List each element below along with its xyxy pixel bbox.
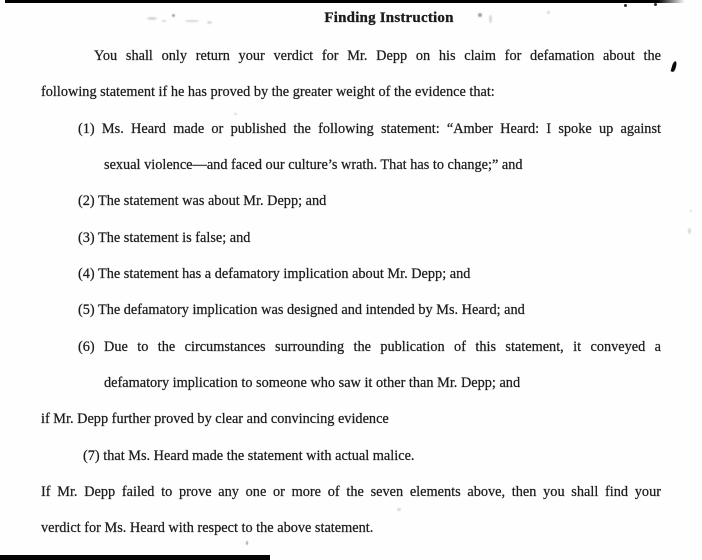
scan-artifact [207, 21, 212, 24]
document-body [41, 38, 661, 547]
ink-mark-artifact [671, 61, 678, 73]
doc-line-10: defamatory implication to someone who saw it other than Mr. Depp; and [104, 375, 521, 392]
scan-artifact [162, 20, 166, 22]
doc-line-3: (1) Ms. Heard made or published the following statement: “Amber Heard: I spoke up against [78, 120, 661, 137]
scan-artifact [688, 228, 691, 234]
scan-artifact [185, 20, 199, 22]
scan-artifact [690, 210, 692, 212]
scan-artifact [172, 14, 175, 17]
doc-line-8: (5) The defamatory implication was designed and intended by Ms. Heard; and [78, 302, 525, 319]
doc-line-1: You shall only return your verdict for Mr. Depp on his claim for defamation about the [94, 48, 661, 64]
doc-line-12: (7) that Ms. Heard made the statement with actual malice. [83, 447, 415, 464]
scan-artifact [624, 4, 627, 7]
doc-line-9: (6) Due to the circumstances surrounding the publication of this statement, it conveyed a [78, 338, 661, 355]
scan-artifact [478, 13, 482, 17]
doc-line-7: (4) The statement has a defamatory implication about Mr. Depp; and [78, 266, 471, 283]
doc-line-13: If Mr. Depp failed to prove any one or more of the seven elements above, then you shall find your [41, 484, 661, 501]
doc-line-4: sexual violence—and faced our culture’s wrath. That has to change;” and [104, 157, 523, 174]
doc-line-14: verdict for Ms. Heard with respect to the above statement. [41, 520, 374, 537]
scan-artifact [397, 508, 401, 511]
doc-line-2: following statement if he has proved by the greater weight of the evidence that: [41, 84, 495, 101]
doc-line-11: if Mr. Depp further proved by clear and convincing evidence [41, 411, 389, 428]
scan-artifact [147, 17, 157, 20]
scan-artifact [547, 11, 550, 14]
scan-edge-bottom-bar [0, 555, 270, 560]
scan-artifact [234, 113, 237, 115]
document-title: Finding Instruction [324, 10, 454, 26]
doc-line-6: (3) The statement is false; and [78, 229, 251, 246]
scan-edge-top-bar [5, 0, 685, 3]
scan-artifact [246, 541, 248, 545]
scan-artifact [654, 3, 657, 6]
scan-artifact [489, 15, 492, 23]
doc-line-5: (2) The statement was about Mr. Depp; and [78, 193, 327, 210]
